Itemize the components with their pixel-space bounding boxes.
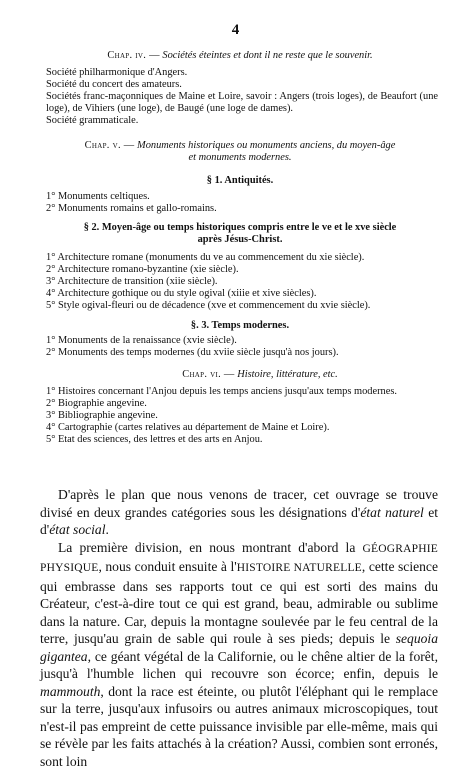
list-item: Sociétés franc-maçonniques de Maine et Loire, savoir : Angers (trois loges), de Beaufort (une loge), de Vihiers (une loge), de Baugé (une loge de dames).: [46, 91, 438, 115]
list-item: 2° Biographie angevine.: [46, 398, 438, 410]
emphasis-mammouth: mammouth: [40, 684, 100, 699]
emphasis-sequoia: sequoia gigantea: [40, 631, 438, 664]
smallcaps-geographie-physique: GÉOGRAPHIE PHYSIQUE: [40, 543, 438, 575]
list-item: 1° Architecture romane (monuments du ve au commencement du xie siècle).: [46, 252, 438, 264]
list-item: 3° Bibliographie angevine.: [46, 410, 438, 422]
section-3-title: §. 3. Temps modernes.: [40, 320, 440, 332]
text-run: , dont la race est éteinte, ou plutôt l'éléphant qui le remplace sur la terre, jusqu'aux infusoirs ou autres animaux microscopiques, tout n'est-il pas empreint de cette puissance invisible par elle-même, mais qui se révèle par les faits attachés à la création? Aussi, combien sont erronés, sont loin: [40, 684, 438, 769]
emphasis-etat-social: état social: [49, 522, 105, 537]
list-item: 2° Monuments romains et gallo-romains.: [46, 203, 438, 215]
text-run: .: [106, 522, 109, 537]
section-2-list: [46, 252, 438, 312]
list-item: 2° Architecture romano-byzantine (xie siècle).: [46, 264, 438, 276]
paragraph-2: [40, 539, 438, 770]
list-item: Société philharmonique d'Angers.: [46, 67, 438, 79]
list-item: 2° Monuments des temps modernes (du xviie siècle jusqu'à nos jours).: [46, 347, 438, 359]
page-number: 4: [0, 22, 471, 39]
body-text: [40, 486, 438, 770]
text-run: D'après le plan que nous venons de tracer, cet ouvrage se trouve divisé en deux grandes catégories sous les désignations d': [40, 487, 438, 520]
text-run: , ce géant végétal de la Californie, ou le chêne altier de la forêt, jusqu'à l'humble lichen qui recouvre son écorce; enfin, depuis le: [40, 649, 438, 682]
section-2-title: [40, 222, 440, 246]
list-item: 1° Monuments celtiques.: [46, 191, 438, 203]
chapter-4-list: [46, 67, 438, 127]
list-item: 1° Monuments de la renaissance (xvie siècle).: [46, 335, 438, 347]
section-2-title-line1: § 2. Moyen-âge ou temps historiques compris entre le ve et le xve siècle: [84, 222, 397, 233]
section-1-title: § 1. Antiquités.: [40, 175, 440, 187]
smallcaps-histoire-naturelle: HISTOIRE NATURELLE: [237, 562, 362, 574]
list-item: 5° Etat des sciences, des lettres et des arts en Anjou.: [46, 434, 438, 446]
emphasis-etat-naturel: état naturel: [360, 505, 424, 520]
list-item: 4° Architecture gothique ou du style ogival (xiiie et xive siècles).: [46, 288, 438, 300]
chapter-6-label: Chap. vi. —: [182, 369, 234, 380]
chapter-5-heading: [40, 140, 440, 164]
chapter-4-title: Sociétés éteintes et dont il ne reste que le souvenir.: [162, 50, 372, 61]
list-item: 5° Style ogival-fleuri ou de décadence (xve et commencement du xvie siècle).: [46, 300, 438, 312]
list-item: 3° Architecture de transition (xiie siècle).: [46, 276, 438, 288]
section-2-title-line2: après Jésus-Christ.: [198, 234, 283, 245]
chapter-6-title: Histoire, littérature, etc.: [237, 369, 338, 380]
chapter-5-label: Chap. v. —: [85, 140, 135, 151]
list-item: Société du concert des amateurs.: [46, 79, 438, 91]
paragraph-1: [40, 486, 438, 539]
section-1-list: [46, 191, 438, 215]
list-item: Société grammaticale.: [46, 115, 438, 127]
section-3-list: [46, 335, 438, 359]
list-item: 1° Histoires concernant l'Anjou depuis les temps anciens jusqu'aux temps modernes.: [46, 386, 438, 398]
list-item: 4° Cartographie (cartes relatives au département de Maine et Loire).: [46, 422, 438, 434]
chapter-4-label: Chap. iv. —: [107, 50, 159, 61]
text-run: , cette science qui embrasse dans ses rapports tout ce qui est sorti des mains du Créateur, c'est-à-dire tout ce qui est grand, beau, admirable ou sublime dans la nature. Car, depuis la montagne soulevée par le feu central de la terre, jusqu'au grain de sable qui roule à ses pieds; depuis le: [40, 559, 438, 646]
text-run: La première division, en nous montrant d'abord la: [58, 540, 363, 555]
text-run: et d': [40, 505, 438, 538]
text-run: , nous conduit ensuite à l': [98, 559, 236, 574]
chapter-5-title-line1: Monuments historiques ou monuments anciens, du moyen-âge: [137, 140, 395, 151]
chapter-6-list: [46, 386, 438, 446]
chapter-5-title-line2: et monuments modernes.: [188, 152, 291, 163]
chapter-6-heading: [60, 369, 460, 381]
chapter-4-heading: [40, 50, 440, 62]
